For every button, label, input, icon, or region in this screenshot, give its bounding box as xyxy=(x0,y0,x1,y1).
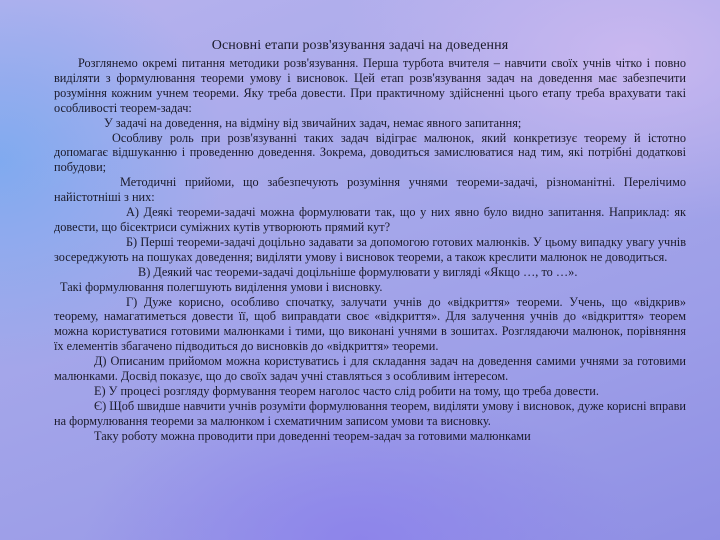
paragraph-c: В) Деякий час теореми-задачі доцільніше формулювати у вигляді «Якщо …, то …». xyxy=(138,264,578,279)
paragraph-drawing-role: Особливу роль при розв'язуванні таких задач відіграє малюнок, який конкретизує теорему й істотно допомагає відшуканню і проведенню доведення. Зокрема, доводиться замислюватися над тим, які потрібні додаткові побудови; xyxy=(54,130,686,175)
paragraph-methods: Методичні прийоми, що забезпечують розуміння учнями теореми-задачі, різноманітні. Перелічимо найістотніші з них: xyxy=(54,175,686,205)
paragraph-d: Г) Дуже корисно, особливо спочатку, залучати учнів до «відкриття» теореми. Учень, що «відкрив» теорему, намагатиметься довести її, щоб виправдати своє «відкриття». Для залучення учнів до «відкриття» теорем можна користуватися готовими малюнками і тими, що виконані учнями в зошитах. Розглядаючи малюнок, порівняння їх елементів збагачено підводиться до висновків до «відкриття» теореми. xyxy=(54,294,686,354)
paragraph-g: Є) Щоб швидше навчити учнів розуміти формулювання теорем, виділяти умову і висновок, дуже корисні вправи на формулювання теореми за малюнком і схематичним записом умови та висновку. xyxy=(54,398,686,428)
paragraph-no-question: У задачі на доведення, на відміну від звичайних задач, немає явного запитання; xyxy=(104,115,522,130)
paragraph-e: Д) Описаним прийомом можна користуватись і для складання задач на доведення самими учнями за готовими малюнками. Досвід показує, що до своїх задач учні ставляться з особливим інтересом. xyxy=(54,354,686,384)
paragraph-a: А) Деякі теореми-задачі можна формулювати так, що у них явно було видно запитання. Наприклад: як довести, що бісектриси суміжних кутів утворюють прямий кут? xyxy=(54,205,686,234)
paragraph-f: Е) У процесі розгляду формування теорем наголос часто слід робити на тому, що треба довести. xyxy=(94,383,599,398)
slide-body xyxy=(54,56,686,444)
paragraph-closing: Таку роботу можна проводити при доведенні теорем-задач за готовими малюнками xyxy=(94,428,531,443)
paragraph-intro: Розглянемо окремі питання методики розв'язування. Перша турбота вчителя – навчити своїх учнів чітко і повно виділяти з формулювання теореми умову і висновок. Цей етап розв'язування задач на доведення має забезпечити розуміння кожним учнем теореми. Яку треба довести. При практичному здійсненні цього етапу треба врахувати такі особливості теорем-задач: xyxy=(54,56,686,115)
paragraph-c-note: Такі формулювання полегшують виділення умови і висновку. xyxy=(60,279,383,294)
slide-title: Основні етапи розв'язування задачі на доведення xyxy=(211,38,509,53)
paragraph-b: Б) Перші теореми-задачі доцільно задавати за допомогою готових малюнків. У цьому випадку увагу учнів зосереджують на пошуках доведення; виділяти умову і висновок теореми, а також креслити малюнок не доводиться. xyxy=(54,234,686,264)
